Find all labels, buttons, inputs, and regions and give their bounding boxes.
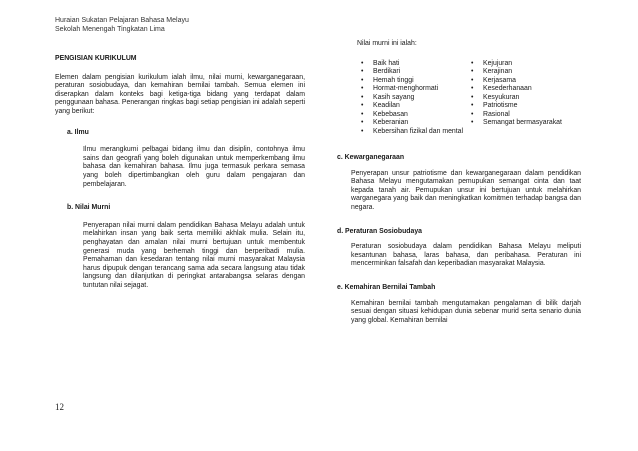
header-line-2: Sekolah Menengah Tingkatan Lima: [55, 26, 165, 33]
section-title: PENGISIAN KURIKULUM: [55, 55, 137, 62]
value-item: • Kasih sayang: [361, 94, 471, 103]
value-item: • Kerjasama: [471, 77, 581, 86]
nilai-murni-paragraph: Penyerapan nilai murni dalam pendidikan Bahasa Melayu adalah untuk melahirkan insan yang baik serta memiliki akhlak mulia. Selain itu, penghayatan dan amalan nilai murni bertujuan untuk membentuk generasi muda yang berhemah tinggi dan berperibadi mulia. Pemahaman dan kesedaran tentang nilai murni masyarakat Malaysia harus dipupuk dengan terancang sama ada secara langsung atau tidak langsung dan dilanjutkan di peringkat antarabangsa selaras dengan tuntutan nilai sejagat.: [83, 221, 305, 289]
value-item: • Berdikari: [361, 68, 471, 77]
value-item: • Kesyukuran: [471, 94, 581, 103]
value-item: • Hormat-menghormati: [361, 85, 471, 94]
value-item: • Kebebasan: [361, 111, 471, 120]
page-number: 12: [55, 402, 64, 412]
value-item: • Keberanian: [361, 119, 471, 128]
value-item: • Semangat bermasyarakat: [471, 119, 581, 128]
document-header: [55, 16, 189, 34]
nilai-intro: Nilai murni ini ialah:: [357, 40, 417, 47]
kewarganegaraan-heading: c. Kewarganegaraan: [337, 154, 405, 162]
value-item: • Kejujuran: [471, 60, 581, 69]
value-item: • Hemah tinggi: [361, 77, 471, 86]
header-line-1: Huraian Sukatan Pelajaran Bahasa Melayu: [55, 17, 189, 24]
kewarganegaraan-paragraph: Penyerapan unsur patriotisme dan kewarganegaraan dalam pendidikan Bahasa Melayu mengutamakan pemupukan semangat cinta dan taat kepada tanah air. Pemupukan unsur ini bertujuan untuk melahirkan warganegara yang baik dan meningkatkan komitmen terhadap bangsa dan negara.: [351, 169, 581, 212]
intro-paragraph: Elemen dalam pengisian kurikulum ialah ilmu, nilai murni, kewarganegaraan, peraturan sosiobudaya, dan kemahiran bernilai tambah. Semua elemen ini diserapkan dalam konteks bagi ketiga-tiga bidang yang terdapat dalam penggunaan bahasa. Penerangan ringkas bagi setiap pengisian ini adalah seperti yang berikut:: [55, 73, 305, 115]
values-column-2: [471, 60, 581, 137]
value-item: • Kesederhanaan: [471, 85, 581, 94]
value-item: • Baik hati: [361, 60, 471, 69]
right-column: [337, 40, 581, 325]
ilmu-paragraph: Ilmu merangkumi pelbagai bidang ilmu dan disiplin, contohnya ilmu sains dan geografi yang boleh digunakan untuk memperkembang ilmu bahasa dan kemahiran bahasa. Ilmu juga termasuk perkara semasa yang boleh dipertimbangkan oleh guru dalam pengajaran dan pembelajaran.: [83, 146, 305, 188]
values-column-1: [361, 60, 471, 137]
kemahiran-paragraph: Kemahiran bernilai tambah mengutamakan pengalaman di bilik darjah sesuai dengan situasi kehidupan dunia sebenar murid serta senario dunia yang global. Kemahiran bernilai: [351, 299, 581, 324]
value-item: • Kerajinan: [471, 68, 581, 77]
sosiobudaya-heading: d. Peraturan Sosiobudaya: [337, 227, 423, 235]
value-item: • Rasional: [471, 111, 581, 120]
value-item: • Keadilan: [361, 102, 471, 111]
value-item: • Kebersihan fizikal dan mental: [361, 128, 471, 137]
nilai-murni-heading: b. Nilai Murni: [67, 204, 111, 212]
sosiobudaya-paragraph: Peraturan sosiobudaya dalam pendidikan Bahasa Melayu meliputi kesantunan bahasa, laras bahasa, dan peribahasa. Peraturan ini mencerminkan falsafah dan keperibadian masyarakat Malaysia.: [351, 243, 581, 268]
ilmu-heading: a. Ilmu: [67, 128, 89, 136]
values-list: [361, 60, 581, 137]
left-column: [55, 55, 305, 290]
kemahiran-heading: e. Kemahiran Bernilai Tambah: [337, 284, 436, 292]
value-item: • Patriotisme: [471, 102, 581, 111]
